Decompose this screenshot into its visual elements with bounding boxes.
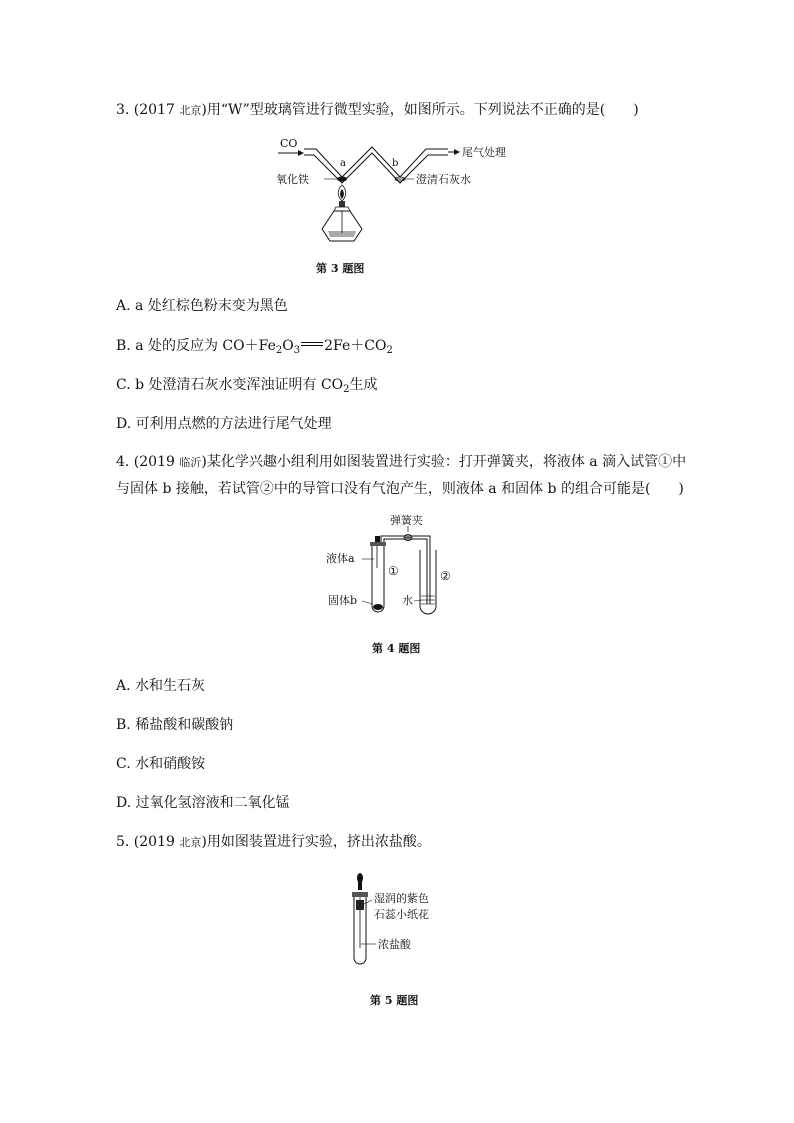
- q4-source: 临沂: [179, 456, 202, 469]
- q5-paper-label-1: 湿润的紫色: [374, 892, 429, 905]
- q4-stem: 4. (2019 临沂)某化学兴趣小组利用如图装置进行实验：打开弹簧夹，将液体 a 滴入试管①中: [116, 454, 687, 470]
- q4-caption: 第 4 题图: [372, 642, 421, 655]
- q4-figure: [324, 512, 474, 622]
- q3-iron-oxide-label: 氧化铁: [276, 173, 309, 186]
- q4-option-d: D. 过氧化氢溶液和二氧化锰: [116, 795, 290, 811]
- q3-option-d: D. 可利用点燃的方法进行尾气处理: [116, 416, 332, 432]
- q4-water-label: 水: [402, 594, 413, 607]
- q3-caption: 第 3 题图: [316, 262, 365, 275]
- q3-figure: [276, 133, 516, 263]
- q3-option-a: A. a 处红棕色粉末变为黑色: [116, 298, 288, 314]
- q5-paper-label-2: 石蕊小纸花: [374, 908, 429, 921]
- q3-source: 北京: [179, 104, 202, 117]
- q3-co-label: CO: [280, 137, 298, 150]
- q4-tube1-label: ①: [388, 564, 399, 578]
- q3-label-b: b: [392, 158, 399, 169]
- q5-stem: 5. (2019 北京)用如图装置进行实验，挤出浓盐酸。: [116, 834, 431, 850]
- q3-option-b: B. a 处的反应为 $CO+Fe_2O_3$ $2Fe+CO_2$: [116, 338, 393, 356]
- q5-figure: [352, 872, 452, 972]
- equation-sign: [301, 342, 323, 346]
- q3-limewater-label: 澄清石灰水: [416, 173, 471, 186]
- q4-option-c: C. 水和硝酸铵: [116, 756, 206, 772]
- q4-solid-b-label: 固体b: [328, 594, 358, 607]
- q4-option-b: B. 稀盐酸和碳酸钠: [116, 717, 234, 733]
- q4-option-a: A. 水和生石灰: [116, 678, 206, 694]
- q3-label-a: a: [340, 158, 346, 169]
- q3-stem: 3. (2017 北京)用“W”型玻璃管进行微型实验，如图所示。下列说法不正确的是( ): [116, 102, 639, 118]
- q3-option-c: C. b 处澄清石灰水变浑浊证明有 $CO_2$生成: [116, 377, 378, 395]
- q4-stem-line2: 与固体 b 接触，若试管②中的导管口没有气泡产生，则液体 a 和固体 b 的组合可能是( ): [116, 481, 684, 497]
- q5-acid-label: 浓盐酸: [378, 938, 411, 951]
- q5-caption: 第 5 题图: [370, 994, 419, 1007]
- q4-tube2-label: ②: [440, 569, 451, 583]
- q4-clamp-label: 弹簧夹: [390, 514, 423, 527]
- q4-liquid-a-label: 液体a: [326, 552, 355, 565]
- q3-tail-label: 尾气处理: [462, 146, 506, 159]
- q5-source: 北京: [179, 836, 202, 849]
